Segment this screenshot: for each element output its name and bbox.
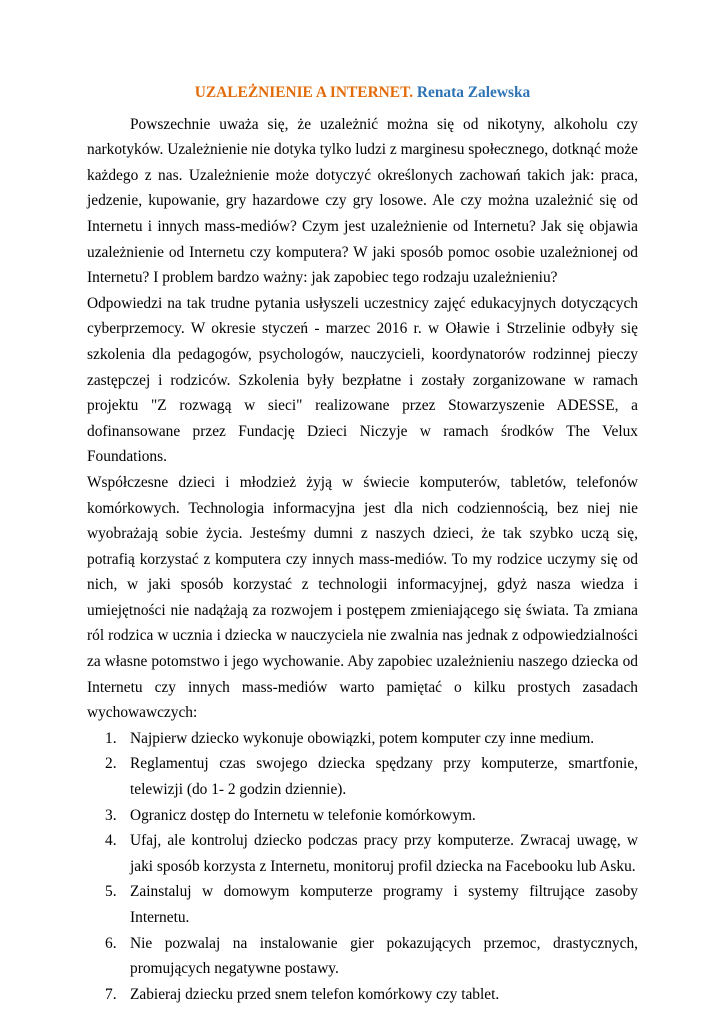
list-item-number: 5. — [105, 883, 117, 901]
paragraph-modern-children: Współczesne dzieci i młodzież żyją w świecie komputerów, tabletów, telefonów komórkowych. Technologia informacyjna jest dla nich codziennością, bez niej nie wyobrażają sobie życia. Jesteśmy dumni z naszych dzieci, że tak szybko uczą się, potrafią korzystać z komputera czy innych mass-mediów. To my rodzice uczymy się od nich, w jaki sposób korzystać z technologii informacyjnej, gdyż nasza wiedza i umiejętności nie nadążają za rozwojem i postępem zmieniającego się świata. Ta zmiana ról rodzica w ucznia i dziecka w nauczyciela nie zwalnia nas jednak z odpowiedzialności za własne potomstwo i jego wychowanie. Aby zapobiec uzależnieniu naszego dziecka od Internetu czy innych mass-mediów warto pamiętać o kilku prostych zasadach wychowawczych: — [87, 473, 638, 722]
list-item-text: Reglamentuj czas swojego dziecka spędzany przy komputerze, smartfonie, telewizji (do 1- 2 godzin dziennie). — [130, 755, 638, 799]
list-item — [87, 803, 638, 829]
paragraph-intro: Powszechnie uważa się, że uzależnić można się od nikotyny, alkoholu czy narkotyków. Uzależnienie nie dotyka tylko ludzi z marginesu społecznego, dotknąć może każdego z nas. Uzależnienie może dotyczyć określonych zachowań takich jak: praca, jedzenie, kupowanie, gry hazardowe czy gry losowe. Ale czy można uzależnić się od Internetu i innych mass-mediów? Czym jest uzależnienie od Internetu? Jak się objawia uzależnienie od Internetu czy komputera? W jaki sposób pomoc osobie uzależnionej od Internetu? I problem bardzo ważny: jak zapobiec tego rodzaju uzależnieniu? — [87, 115, 638, 287]
list-item-number: 6. — [105, 934, 117, 952]
list-item-text: Ogranicz dostęp do Internetu w telefonie komórkowym. — [130, 806, 476, 824]
list-item-text: Zainstaluj w domowym komputerze programy i systemy filtrujące zasoby Internetu. — [130, 883, 638, 926]
document-title — [87, 80, 638, 106]
list-item — [87, 931, 638, 982]
list-item — [87, 982, 638, 1008]
list-item-text: Zabieraj dziecku przed snem telefon komórkowy czy tablet. — [130, 985, 500, 1003]
list-item-number: 1. — [105, 729, 117, 747]
list-item-text: Najpierw dziecko wykonuje obowiązki, potem komputer czy inne medium. — [130, 729, 595, 747]
rules-list — [87, 726, 638, 1008]
title-main: UZALEŻNIENIE A INTERNET. — [194, 84, 414, 101]
list-item-number: 7. — [105, 985, 117, 1003]
list-item — [87, 828, 638, 879]
title-author: Renata Zalewska — [416, 84, 531, 101]
list-item — [87, 879, 638, 930]
list-item — [87, 726, 638, 752]
list-item-number: 4. — [105, 832, 117, 850]
paragraph-training: Odpowiedzi na tak trudne pytania usłyszeli uczestnicy zajęć edukacyjnych dotyczących cyberprzemocy. W okresie styczeń - marzec 2016 r. w Oławie i Strzelinie odbyły się szkolenia dla pedagogów, psychologów, nauczycieli, koordynatorów rodzinnej pieczy zastępczej i rodziców. Szkolenia były bezpłatne i zostały zorganizowane w ramach projektu "Z rozwagą w sieci" realizowane przez Stowarzyszenie ADESSE, a dofinansowane przez Fundację Dzieci Niczyje w ramach środków The Velux Foundations. — [87, 294, 638, 466]
list-item-text: Ufaj, ale kontroluj dziecko podczas pracy przy komputerze. Zwracaj uwagę, w jaki sposób korzysta z Internetu, monitoruj profil dziecka na Facebooku lub Asku. — [130, 832, 638, 875]
list-item-number: 2. — [105, 755, 117, 773]
document-page — [87, 80, 638, 1007]
list-item-text: Nie pozwalaj na instalowanie gier pokazujących przemoc, drastycznych, promujących negatywne postawy. — [130, 934, 638, 978]
list-item-number: 3. — [105, 806, 117, 824]
list-item — [87, 751, 638, 802]
